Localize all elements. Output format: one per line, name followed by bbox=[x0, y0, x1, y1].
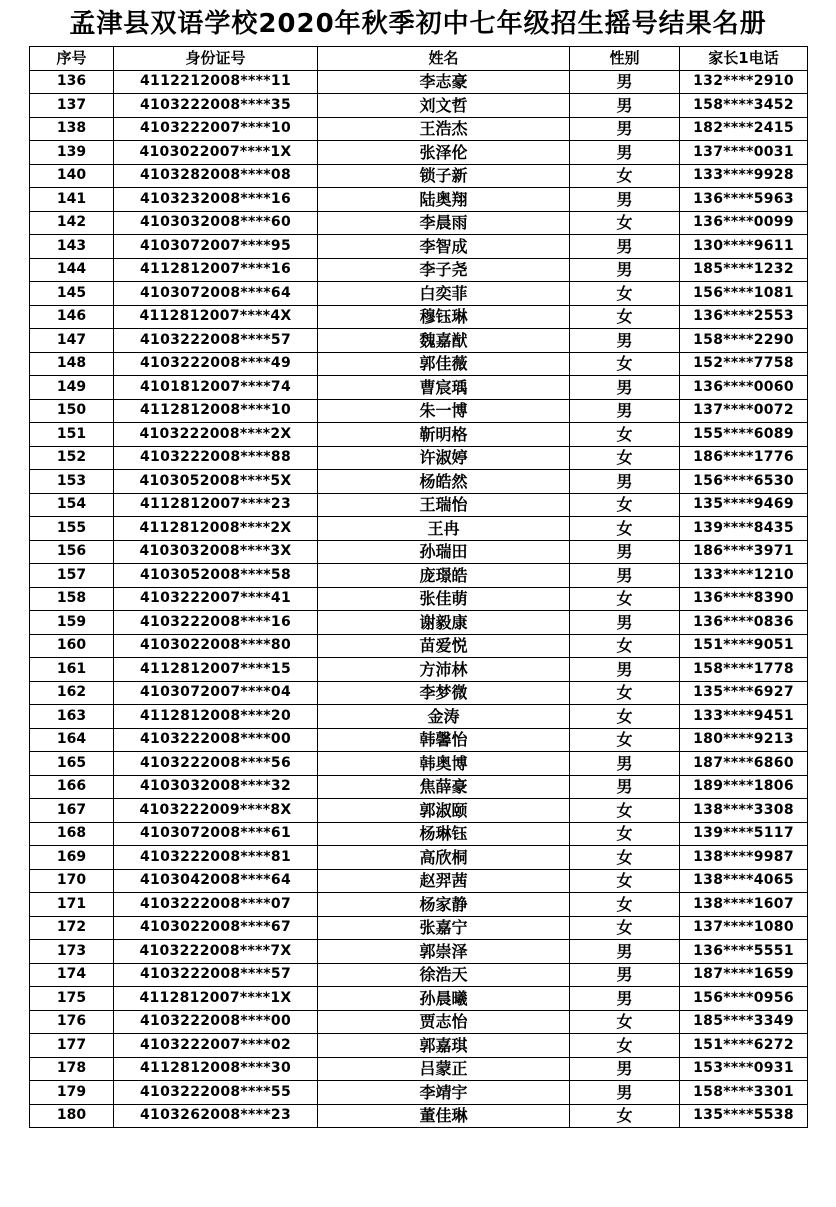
table-row bbox=[30, 822, 808, 846]
cell-id-number: 4112812008****20 bbox=[114, 705, 318, 729]
enrollment-table bbox=[29, 46, 808, 1128]
cell-id-number: 4103072008****64 bbox=[114, 282, 318, 306]
cell-id-number: 4112212008****11 bbox=[114, 70, 318, 94]
cell-seq: 152 bbox=[30, 446, 114, 470]
table-row bbox=[30, 893, 808, 917]
table-row bbox=[30, 916, 808, 940]
cell-id-number: 4112812007****1X bbox=[114, 987, 318, 1011]
cell-parent-phone: 158****3301 bbox=[680, 1081, 808, 1105]
cell-gender: 女 bbox=[570, 587, 680, 611]
cell-seq: 159 bbox=[30, 611, 114, 635]
cell-id-number: 4103022008****80 bbox=[114, 634, 318, 658]
cell-gender: 男 bbox=[570, 235, 680, 259]
cell-seq: 143 bbox=[30, 235, 114, 259]
cell-seq: 169 bbox=[30, 846, 114, 870]
cell-parent-phone: 152****7758 bbox=[680, 352, 808, 376]
cell-gender: 男 bbox=[570, 94, 680, 118]
cell-parent-phone: 153****0931 bbox=[680, 1057, 808, 1081]
table-row bbox=[30, 681, 808, 705]
cell-gender: 女 bbox=[570, 211, 680, 235]
table-row bbox=[30, 446, 808, 470]
cell-id-number: 4103222008****56 bbox=[114, 752, 318, 776]
cell-seq: 149 bbox=[30, 376, 114, 400]
cell-name: 许淑婷 bbox=[318, 446, 570, 470]
cell-name: 董佳琳 bbox=[318, 1104, 570, 1128]
cell-gender: 女 bbox=[570, 846, 680, 870]
cell-seq: 140 bbox=[30, 164, 114, 188]
table-row bbox=[30, 775, 808, 799]
cell-gender: 男 bbox=[570, 940, 680, 964]
cell-parent-phone: 137****0072 bbox=[680, 399, 808, 423]
table-header-row bbox=[30, 47, 808, 71]
table-row bbox=[30, 634, 808, 658]
cell-seq: 167 bbox=[30, 799, 114, 823]
cell-id-number: 4103222008****57 bbox=[114, 329, 318, 353]
cell-seq: 141 bbox=[30, 188, 114, 212]
cell-parent-phone: 139****5117 bbox=[680, 822, 808, 846]
cell-gender: 男 bbox=[570, 752, 680, 776]
cell-gender: 男 bbox=[570, 399, 680, 423]
table-row bbox=[30, 423, 808, 447]
cell-parent-phone: 135****6927 bbox=[680, 681, 808, 705]
cell-name: 张泽伦 bbox=[318, 141, 570, 165]
table-row bbox=[30, 235, 808, 259]
table-row bbox=[30, 940, 808, 964]
header-gender: 性别 bbox=[570, 47, 680, 71]
cell-name: 郭嘉琪 bbox=[318, 1034, 570, 1058]
cell-name: 谢毅康 bbox=[318, 611, 570, 635]
cell-parent-phone: 187****6860 bbox=[680, 752, 808, 776]
cell-id-number: 4103022007****1X bbox=[114, 141, 318, 165]
table-row bbox=[30, 399, 808, 423]
cell-seq: 162 bbox=[30, 681, 114, 705]
cell-gender: 女 bbox=[570, 634, 680, 658]
cell-seq: 180 bbox=[30, 1104, 114, 1128]
table-row bbox=[30, 752, 808, 776]
cell-gender: 男 bbox=[570, 470, 680, 494]
cell-id-number: 4103222008****00 bbox=[114, 728, 318, 752]
cell-name: 王浩杰 bbox=[318, 117, 570, 141]
cell-parent-phone: 185****1232 bbox=[680, 258, 808, 282]
cell-id-number: 4103232008****16 bbox=[114, 188, 318, 212]
cell-gender: 女 bbox=[570, 916, 680, 940]
cell-parent-phone: 185****3349 bbox=[680, 1010, 808, 1034]
cell-parent-phone: 138****3308 bbox=[680, 799, 808, 823]
cell-id-number: 4103052008****5X bbox=[114, 470, 318, 494]
table-row bbox=[30, 869, 808, 893]
table-row bbox=[30, 799, 808, 823]
cell-id-number: 4103072008****61 bbox=[114, 822, 318, 846]
cell-name: 朱一博 bbox=[318, 399, 570, 423]
cell-name: 张嘉宁 bbox=[318, 916, 570, 940]
cell-seq: 177 bbox=[30, 1034, 114, 1058]
cell-id-number: 4103222008****7X bbox=[114, 940, 318, 964]
cell-parent-phone: 132****2910 bbox=[680, 70, 808, 94]
cell-id-number: 4112812008****30 bbox=[114, 1057, 318, 1081]
table-row bbox=[30, 493, 808, 517]
cell-name: 金涛 bbox=[318, 705, 570, 729]
cell-parent-phone: 136****2553 bbox=[680, 305, 808, 329]
cell-id-number: 4103222007****02 bbox=[114, 1034, 318, 1058]
header-parent-phone: 家长1电话 bbox=[680, 47, 808, 71]
cell-seq: 153 bbox=[30, 470, 114, 494]
cell-parent-phone: 158****1778 bbox=[680, 658, 808, 682]
table-row bbox=[30, 94, 808, 118]
cell-name: 吕蒙正 bbox=[318, 1057, 570, 1081]
cell-parent-phone: 136****0060 bbox=[680, 376, 808, 400]
cell-seq: 144 bbox=[30, 258, 114, 282]
cell-seq: 161 bbox=[30, 658, 114, 682]
cell-gender: 女 bbox=[570, 493, 680, 517]
cell-gender: 女 bbox=[570, 423, 680, 447]
cell-id-number: 4103222008****16 bbox=[114, 611, 318, 635]
cell-parent-phone: 135****9469 bbox=[680, 493, 808, 517]
cell-name: 张佳萌 bbox=[318, 587, 570, 611]
cell-name: 李梦微 bbox=[318, 681, 570, 705]
table-row bbox=[30, 963, 808, 987]
table-row bbox=[30, 258, 808, 282]
table-row bbox=[30, 517, 808, 541]
cell-gender: 男 bbox=[570, 117, 680, 141]
table-row bbox=[30, 352, 808, 376]
cell-name: 李志豪 bbox=[318, 70, 570, 94]
cell-seq: 148 bbox=[30, 352, 114, 376]
cell-name: 苗爱悦 bbox=[318, 634, 570, 658]
table-row bbox=[30, 1081, 808, 1105]
cell-name: 杨皓然 bbox=[318, 470, 570, 494]
cell-id-number: 4112812007****16 bbox=[114, 258, 318, 282]
cell-seq: 178 bbox=[30, 1057, 114, 1081]
cell-seq: 146 bbox=[30, 305, 114, 329]
cell-seq: 136 bbox=[30, 70, 114, 94]
cell-gender: 女 bbox=[570, 869, 680, 893]
cell-id-number: 4103222008****88 bbox=[114, 446, 318, 470]
table-row bbox=[30, 141, 808, 165]
cell-name: 韩馨怡 bbox=[318, 728, 570, 752]
cell-seq: 145 bbox=[30, 282, 114, 306]
table-row bbox=[30, 587, 808, 611]
cell-name: 孙瑞田 bbox=[318, 540, 570, 564]
cell-name: 李靖宇 bbox=[318, 1081, 570, 1105]
cell-gender: 男 bbox=[570, 658, 680, 682]
table-row bbox=[30, 987, 808, 1011]
cell-gender: 男 bbox=[570, 611, 680, 635]
cell-name: 徐浩天 bbox=[318, 963, 570, 987]
cell-id-number: 4101812007****74 bbox=[114, 376, 318, 400]
cell-parent-phone: 156****0956 bbox=[680, 987, 808, 1011]
table-row bbox=[30, 1104, 808, 1128]
cell-id-number: 4103222008****49 bbox=[114, 352, 318, 376]
cell-gender: 男 bbox=[570, 188, 680, 212]
cell-seq: 151 bbox=[30, 423, 114, 447]
cell-seq: 157 bbox=[30, 564, 114, 588]
cell-seq: 173 bbox=[30, 940, 114, 964]
table-row bbox=[30, 305, 808, 329]
cell-parent-phone: 136****0836 bbox=[680, 611, 808, 635]
cell-seq: 139 bbox=[30, 141, 114, 165]
cell-id-number: 4103222008****35 bbox=[114, 94, 318, 118]
table-row bbox=[30, 164, 808, 188]
cell-gender: 男 bbox=[570, 329, 680, 353]
cell-parent-phone: 136****0099 bbox=[680, 211, 808, 235]
cell-id-number: 4103032008****3X bbox=[114, 540, 318, 564]
header-name: 姓名 bbox=[318, 47, 570, 71]
cell-name: 庞璟皓 bbox=[318, 564, 570, 588]
cell-id-number: 4103072007****95 bbox=[114, 235, 318, 259]
cell-parent-phone: 138****4065 bbox=[680, 869, 808, 893]
cell-seq: 158 bbox=[30, 587, 114, 611]
cell-name: 锁子新 bbox=[318, 164, 570, 188]
header-seq: 序号 bbox=[30, 47, 114, 71]
table-row bbox=[30, 540, 808, 564]
table-row bbox=[30, 846, 808, 870]
table-row bbox=[30, 658, 808, 682]
table-row bbox=[30, 329, 808, 353]
cell-parent-phone: 135****5538 bbox=[680, 1104, 808, 1128]
cell-name: 魏嘉猷 bbox=[318, 329, 570, 353]
cell-parent-phone: 138****9987 bbox=[680, 846, 808, 870]
cell-id-number: 4112812007****4X bbox=[114, 305, 318, 329]
table-row bbox=[30, 211, 808, 235]
cell-seq: 179 bbox=[30, 1081, 114, 1105]
cell-id-number: 4103072007****04 bbox=[114, 681, 318, 705]
cell-gender: 男 bbox=[570, 141, 680, 165]
cell-id-number: 4103222009****8X bbox=[114, 799, 318, 823]
cell-parent-phone: 156****6530 bbox=[680, 470, 808, 494]
cell-seq: 170 bbox=[30, 869, 114, 893]
cell-seq: 150 bbox=[30, 399, 114, 423]
table-row bbox=[30, 1057, 808, 1081]
table-row bbox=[30, 705, 808, 729]
cell-name: 陆奥翔 bbox=[318, 188, 570, 212]
cell-seq: 142 bbox=[30, 211, 114, 235]
cell-name: 靳明格 bbox=[318, 423, 570, 447]
cell-parent-phone: 136****5963 bbox=[680, 188, 808, 212]
cell-gender: 女 bbox=[570, 305, 680, 329]
cell-gender: 女 bbox=[570, 446, 680, 470]
cell-id-number: 4112812007****15 bbox=[114, 658, 318, 682]
cell-parent-phone: 138****1607 bbox=[680, 893, 808, 917]
cell-parent-phone: 133****9928 bbox=[680, 164, 808, 188]
cell-parent-phone: 158****3452 bbox=[680, 94, 808, 118]
cell-id-number: 4103032008****32 bbox=[114, 775, 318, 799]
cell-gender: 男 bbox=[570, 70, 680, 94]
cell-seq: 166 bbox=[30, 775, 114, 799]
cell-seq: 165 bbox=[30, 752, 114, 776]
cell-name: 贾志怡 bbox=[318, 1010, 570, 1034]
cell-parent-phone: 189****1806 bbox=[680, 775, 808, 799]
cell-seq: 168 bbox=[30, 822, 114, 846]
cell-name: 孙晨曦 bbox=[318, 987, 570, 1011]
cell-parent-phone: 136****5551 bbox=[680, 940, 808, 964]
cell-gender: 女 bbox=[570, 164, 680, 188]
cell-seq: 147 bbox=[30, 329, 114, 353]
cell-id-number: 4103282008****08 bbox=[114, 164, 318, 188]
cell-seq: 163 bbox=[30, 705, 114, 729]
page-title: 孟津县双语学校2020年秋季初中七年级招生摇号结果名册 bbox=[69, 9, 767, 39]
cell-seq: 137 bbox=[30, 94, 114, 118]
cell-seq: 175 bbox=[30, 987, 114, 1011]
cell-id-number: 4103222008****07 bbox=[114, 893, 318, 917]
cell-gender: 女 bbox=[570, 822, 680, 846]
cell-seq: 174 bbox=[30, 963, 114, 987]
cell-gender: 男 bbox=[570, 258, 680, 282]
cell-seq: 164 bbox=[30, 728, 114, 752]
cell-name: 高欣桐 bbox=[318, 846, 570, 870]
cell-parent-phone: 130****9611 bbox=[680, 235, 808, 259]
cell-parent-phone: 186****1776 bbox=[680, 446, 808, 470]
cell-name: 郭崇泽 bbox=[318, 940, 570, 964]
cell-id-number: 4103222008****55 bbox=[114, 1081, 318, 1105]
header-id-number: 身份证号 bbox=[114, 47, 318, 71]
table-row bbox=[30, 282, 808, 306]
cell-id-number: 4103052008****58 bbox=[114, 564, 318, 588]
table-row bbox=[30, 117, 808, 141]
cell-gender: 女 bbox=[570, 893, 680, 917]
cell-gender: 女 bbox=[570, 728, 680, 752]
table-row bbox=[30, 70, 808, 94]
cell-gender: 男 bbox=[570, 564, 680, 588]
cell-id-number: 4112812007****23 bbox=[114, 493, 318, 517]
cell-parent-phone: 155****6089 bbox=[680, 423, 808, 447]
cell-name: 韩奥博 bbox=[318, 752, 570, 776]
table-body bbox=[30, 70, 808, 1128]
cell-id-number: 4103222007****10 bbox=[114, 117, 318, 141]
cell-name: 郭佳薇 bbox=[318, 352, 570, 376]
cell-seq: 171 bbox=[30, 893, 114, 917]
cell-name: 李子尧 bbox=[318, 258, 570, 282]
cell-gender: 男 bbox=[570, 963, 680, 987]
table-row bbox=[30, 470, 808, 494]
cell-gender: 男 bbox=[570, 1057, 680, 1081]
cell-parent-phone: 133****9451 bbox=[680, 705, 808, 729]
table-row bbox=[30, 376, 808, 400]
cell-id-number: 4103222008****00 bbox=[114, 1010, 318, 1034]
cell-id-number: 4103262008****23 bbox=[114, 1104, 318, 1128]
cell-parent-phone: 137****0031 bbox=[680, 141, 808, 165]
cell-parent-phone: 151****9051 bbox=[680, 634, 808, 658]
cell-parent-phone: 182****2415 bbox=[680, 117, 808, 141]
cell-gender: 女 bbox=[570, 1034, 680, 1058]
cell-name: 刘文哲 bbox=[318, 94, 570, 118]
cell-gender: 女 bbox=[570, 352, 680, 376]
cell-gender: 女 bbox=[570, 282, 680, 306]
cell-name: 李智成 bbox=[318, 235, 570, 259]
cell-seq: 176 bbox=[30, 1010, 114, 1034]
cell-parent-phone: 151****6272 bbox=[680, 1034, 808, 1058]
cell-parent-phone: 133****1210 bbox=[680, 564, 808, 588]
cell-name: 白奕菲 bbox=[318, 282, 570, 306]
cell-seq: 160 bbox=[30, 634, 114, 658]
cell-gender: 男 bbox=[570, 1081, 680, 1105]
cell-gender: 男 bbox=[570, 987, 680, 1011]
cell-seq: 155 bbox=[30, 517, 114, 541]
cell-id-number: 4103042008****64 bbox=[114, 869, 318, 893]
table-row bbox=[30, 611, 808, 635]
cell-id-number: 4103222008****81 bbox=[114, 846, 318, 870]
cell-parent-phone: 187****1659 bbox=[680, 963, 808, 987]
cell-id-number: 4112812008****10 bbox=[114, 399, 318, 423]
cell-gender: 男 bbox=[570, 540, 680, 564]
cell-gender: 女 bbox=[570, 517, 680, 541]
cell-gender: 男 bbox=[570, 376, 680, 400]
cell-id-number: 4103222007****41 bbox=[114, 587, 318, 611]
cell-id-number: 4103222008****57 bbox=[114, 963, 318, 987]
cell-parent-phone: 158****2290 bbox=[680, 329, 808, 353]
cell-seq: 154 bbox=[30, 493, 114, 517]
cell-parent-phone: 137****1080 bbox=[680, 916, 808, 940]
cell-name: 曹宸瑀 bbox=[318, 376, 570, 400]
cell-name: 赵羿茜 bbox=[318, 869, 570, 893]
cell-seq: 172 bbox=[30, 916, 114, 940]
cell-gender: 女 bbox=[570, 799, 680, 823]
cell-parent-phone: 180****9213 bbox=[680, 728, 808, 752]
cell-name: 焦薛豪 bbox=[318, 775, 570, 799]
cell-name: 穆钰琳 bbox=[318, 305, 570, 329]
table-row bbox=[30, 728, 808, 752]
table-row bbox=[30, 188, 808, 212]
table-row bbox=[30, 1034, 808, 1058]
cell-name: 杨家静 bbox=[318, 893, 570, 917]
cell-parent-phone: 186****3971 bbox=[680, 540, 808, 564]
cell-parent-phone: 156****1081 bbox=[680, 282, 808, 306]
cell-name: 王瑞怡 bbox=[318, 493, 570, 517]
cell-name: 王冉 bbox=[318, 517, 570, 541]
table-row bbox=[30, 1010, 808, 1034]
cell-gender: 女 bbox=[570, 681, 680, 705]
cell-id-number: 4112812008****2X bbox=[114, 517, 318, 541]
cell-id-number: 4103032008****60 bbox=[114, 211, 318, 235]
cell-gender: 女 bbox=[570, 1010, 680, 1034]
cell-name: 方沛林 bbox=[318, 658, 570, 682]
table-row bbox=[30, 564, 808, 588]
cell-parent-phone: 139****8435 bbox=[680, 517, 808, 541]
cell-id-number: 4103222008****2X bbox=[114, 423, 318, 447]
cell-seq: 156 bbox=[30, 540, 114, 564]
cell-name: 郭淑颐 bbox=[318, 799, 570, 823]
cell-gender: 男 bbox=[570, 775, 680, 799]
cell-gender: 女 bbox=[570, 1104, 680, 1128]
cell-id-number: 4103022008****67 bbox=[114, 916, 318, 940]
cell-name: 杨琳钰 bbox=[318, 822, 570, 846]
cell-gender: 女 bbox=[570, 705, 680, 729]
cell-seq: 138 bbox=[30, 117, 114, 141]
cell-name: 李晨雨 bbox=[318, 211, 570, 235]
cell-parent-phone: 136****8390 bbox=[680, 587, 808, 611]
